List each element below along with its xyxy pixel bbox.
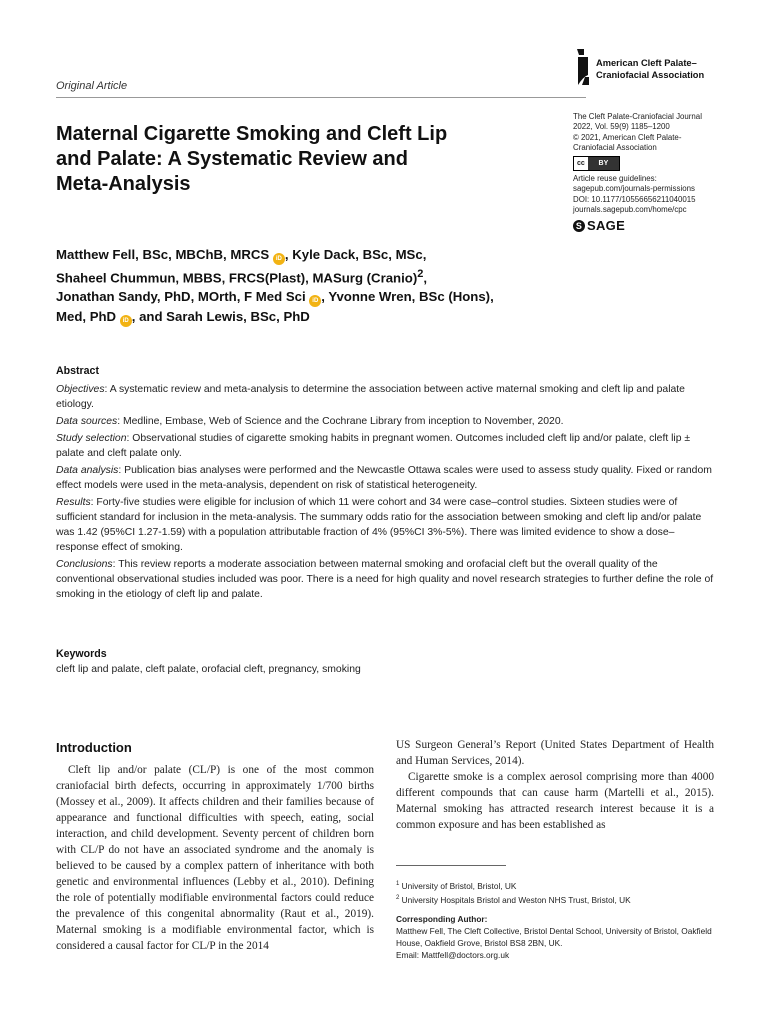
abstract-conclusions (56, 557, 716, 602)
introduction-paragraph-1: Cleft lip and/or palate (CL/P) is one of the most common craniofacial birth defects, occurring in approximately 1/700 births (Mossey et al., 2009). It affects children and their families because of appearance and functional difficulties with speech, eating, social interaction, and child development. Seventy percent of children born with CL/P do not have an associated syndrome and the anomaly is believed to be caused by a complex pattern of inheritance with both genetic and environmental influences (Lebby et al., 2010). Defining the role of potentially modifiable environmental factors could reduce the prevalence of this congenital abnormality (Raut et al., 2019). Maternal smoking is a modifiable environmental factor, which is considered a causal factor for CL/P in the 2014 (56, 764, 374, 952)
journal-info-block (573, 112, 733, 232)
reuse-guidelines-label: Article reuse guidelines: (573, 174, 657, 184)
affiliation-2-number: 2 (396, 894, 400, 901)
association-logo-icon (574, 47, 592, 87)
association-logo (574, 47, 724, 87)
introduction-paragraph-1-continued: US Surgeon General’s Report (United States Department of Health and Human Services, 2014). (396, 739, 714, 767)
corresponding-author-address: Matthew Fell, The Cleft Collective, Bristol Dental School, University of Bristol, Oakfield House, Oakfield Grove, Bristol BS8 2BN, UK. (396, 926, 712, 948)
footnote-divider (396, 865, 506, 866)
keywords-list: cleft lip and palate, cleft palate, orofacial cleft, pregnancy, smoking (56, 664, 361, 675)
sage-logo-icon: S (573, 220, 585, 232)
abstract-data-analysis (56, 463, 716, 493)
study-selection-label: Study selection (56, 433, 127, 444)
author-wren-degree: Med, PhD (56, 309, 117, 325)
cc-badge-left: cc (574, 157, 588, 170)
permissions-link[interactable]: sagepub.com/journals-permissions (573, 184, 695, 194)
journal-name: The Cleft Palate-Craniofacial Journal (573, 112, 702, 121)
author-separator: , (423, 270, 428, 286)
affiliation-1-text: University of Bristol, Bristol, UK (401, 880, 517, 891)
corresponding-author-heading: Corresponding Author: (396, 914, 488, 924)
study-selection-text: : Observational studies of cigarette smoking habits in pregnant women. Outcomes included cleft lip and/or palate, cleft lip ± palate and cleft palate only. (56, 433, 691, 459)
cc-by-license-icon[interactable] (573, 156, 620, 171)
abstract-results (56, 495, 716, 555)
corresponding-author-block (396, 913, 716, 961)
cc-badge-right: BY (588, 157, 619, 170)
author-lewis: , and Sarah Lewis, BSc, PhD (131, 309, 310, 325)
data-analysis-label: Data analysis (56, 465, 119, 476)
orcid-icon[interactable]: iD (309, 295, 321, 307)
keywords-heading: Keywords (56, 648, 107, 660)
orcid-icon[interactable]: iD (120, 315, 132, 327)
results-label: Results (56, 497, 91, 508)
doi-text[interactable]: DOI: 10.1177/10556656211040015 (573, 194, 696, 204)
copyright-line2: Craniofacial Association (573, 142, 657, 152)
abstract-data-sources (56, 414, 716, 429)
conclusions-text: : This review reports a moderate association between maternal smoking and orofacial cleft but the overall quality of the conventional observational studies included was poor. There is a need for high quality and novel research strategies to further define the role of smoking in the etiology of cleft lip and palate. (56, 559, 714, 600)
title-line-3: Meta-Analysis (56, 173, 191, 195)
article-title (56, 122, 536, 197)
author-chummun: Shaheel Chummun, MBBS, FRCS(Plast), MASurg (Cranio) (56, 270, 418, 286)
affiliation-2-text: University Hospitals Bristol and Weston NHS Trust, Bristol, UK (401, 894, 631, 905)
affiliations (396, 878, 716, 906)
abstract-study-selection (56, 431, 716, 461)
affiliation-1 (396, 878, 716, 892)
author-wren: , Yvonne Wren, BSc (Hons), (321, 289, 494, 305)
conclusions-label: Conclusions (56, 559, 113, 570)
keywords-section (56, 647, 716, 677)
title-line-1: Maternal Cigarette Smoking and Cleft Lip (56, 123, 448, 145)
data-sources-text: : Medline, Embase, Web of Science and the Cochrane Library from inception to November, 2020. (117, 416, 564, 427)
objectives-label: Objectives (56, 384, 105, 395)
affiliation-superscript: 2 (417, 268, 424, 280)
data-analysis-text: : Publication bias analyses were performed and the Newcastle Ottawa scales were used to assess study quality. Fixed or random effect models were used in the meta-analysis, dependent on risk of statistical heterogeneity. (56, 465, 712, 491)
author-list (56, 245, 576, 327)
corresponding-author-email[interactable]: Email: Mattfell@doctors.org.uk (396, 950, 510, 960)
author-fell: Matthew Fell, BSc, MBChB, MRCS (56, 247, 270, 262)
association-name-line1: American Cleft Palate– (596, 58, 697, 68)
introduction-paragraph-2: Cigarette smoke is a complex aerosol comprising more than 4000 different compounds that can cause harm (Martelli et al., 2015). Maternal smoking has attracted research interest because it is a common exposure and has been established as (396, 771, 714, 831)
journal-homepage-link[interactable]: journals.sagepub.com/home/cpc (573, 205, 687, 215)
abstract-section (56, 364, 716, 604)
results-text: : Forty-five studies were eligible for inclusion of which 11 were cohort and 34 were case–control studies. Sixteen studies were of sufficient standard for inclusion in the meta-analysis. The summary odds ratio for the association between smoking and cleft lip and/or palate was 1.42 (95%CI 1.27-1.59) with a population attributable fraction of 4% (95%CI 3%-5%). There was limited evidence to show a dose–response effect of smoking. (56, 497, 702, 553)
author-sandy: Jonathan Sandy, PhD, MOrth, F Med Sci (56, 289, 306, 305)
introduction-heading: Introduction (56, 740, 132, 755)
orcid-icon[interactable]: iD (273, 253, 285, 265)
header-divider (56, 97, 586, 98)
data-sources-label: Data sources (56, 416, 118, 427)
sage-logo (573, 220, 733, 232)
association-name-line2: Craniofacial Association (596, 70, 705, 80)
sage-logo-text: SAGE (587, 218, 626, 234)
objectives-text: : A systematic review and meta-analysis to determine the association between active maternal smoking and cleft lip and palate etiology. (56, 384, 685, 410)
affiliation-1-number: 1 (396, 881, 400, 887)
journal-volume: 2022, Vol. 59(9) 1185–1200 (573, 122, 670, 132)
body-column-left (56, 740, 374, 954)
article-type-label: Original Article (56, 80, 128, 92)
abstract-heading: Abstract (56, 365, 99, 377)
abstract-objectives (56, 382, 716, 412)
body-column-right (396, 737, 714, 833)
title-line-2: and Palate: A Systematic Review and (56, 148, 408, 170)
author-dack: , Kyle Dack, BSc, MSc, (284, 247, 427, 262)
copyright-line1: © 2021, American Cleft Palate- (573, 132, 682, 142)
affiliation-2 (396, 892, 716, 906)
